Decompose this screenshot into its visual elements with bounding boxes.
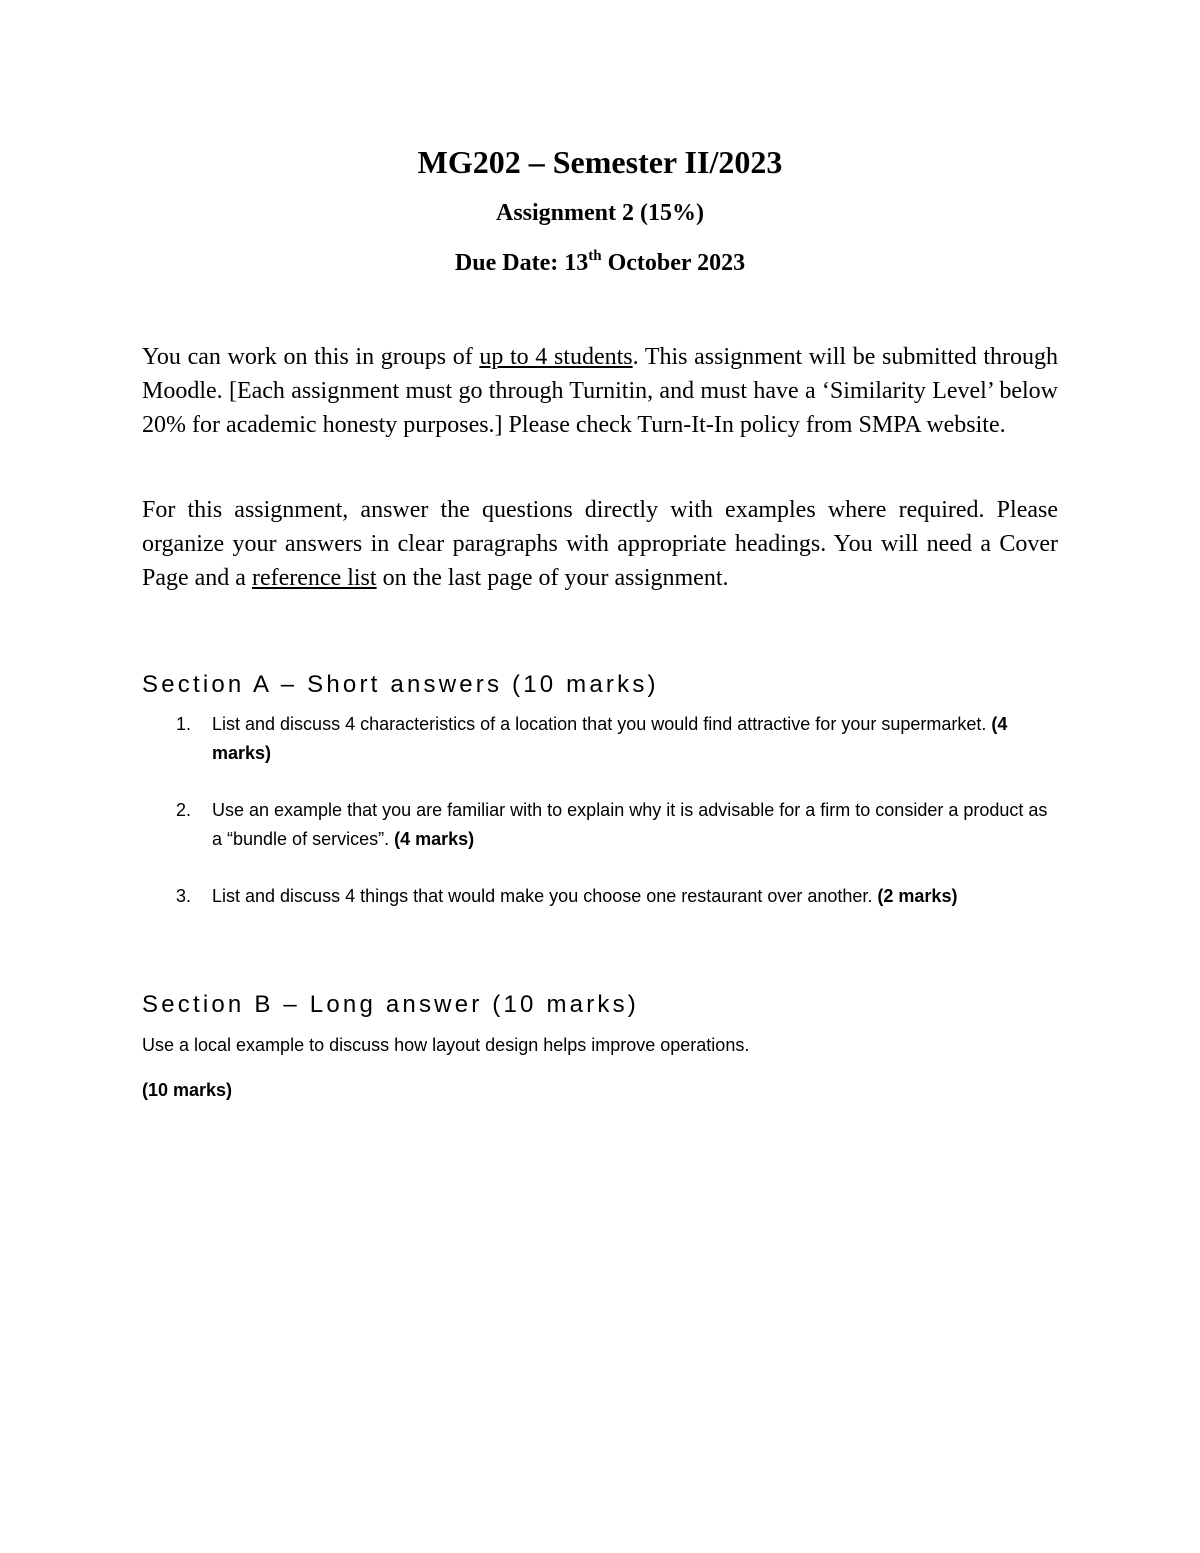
question-number: 1. — [176, 714, 192, 734]
intro-paragraph-1 — [142, 340, 1058, 442]
section-b-question: Use a local example to discuss how layout design helps improve operations. — [142, 1035, 750, 1055]
question-marks: (4 marks) — [212, 714, 1008, 763]
due-date-rest: October 2023 — [601, 250, 746, 276]
question-item — [142, 882, 1062, 911]
reference-list-underlined: reference list — [251, 565, 377, 591]
group-size-underlined: up to 4 students — [479, 344, 633, 370]
document-title: MG202 – Semester II/2023 — [417, 144, 783, 180]
intro-p1-end: . This assignment will be submitted through Moodle. [Each assignment must go through Turnitin, and must have a ‘Similarity Level’ below 20% for academic honesty purposes.] Please check Turn-It-In policy from SMPA website. — [142, 344, 1058, 438]
question-text: Use an example that you are familiar with to explain why it is advisable for a firm to consider a product as a “bundle of services”. — [212, 800, 1048, 849]
question-marks: (4 marks) — [394, 829, 475, 849]
due-date-label: Due Date: 13 — [454, 250, 589, 276]
due-date — [0, 246, 1200, 280]
question-text: List and discuss 4 characteristics of a location that you would find attractive for your supermarket. — [212, 714, 992, 734]
section-a-heading: Section A – Short answers (10 marks) — [142, 671, 659, 698]
question-number: 3. — [176, 886, 192, 906]
intro-p2-end: on the last page of your assignment. — [376, 565, 729, 591]
intro-p2-start: For this assignment, answer the questions directly with examples where required. Please organize your answers in clear paragraphs with appropriate headings. You will need a Cover Page and a — [142, 497, 1058, 591]
section-a-question-list — [142, 710, 1062, 939]
section-b-marks: (10 marks) — [142, 1080, 233, 1100]
section-b-heading: Section B – Long answer (10 marks) — [142, 991, 639, 1018]
due-date-ordinal: th — [588, 248, 602, 264]
question-item — [142, 796, 1062, 854]
intro-p1-start: You can work on this in groups of — [142, 344, 480, 370]
assignment-title: Assignment 2 (15%) — [496, 200, 704, 226]
intro-paragraph-2 — [142, 493, 1058, 595]
question-marks: (2 marks) — [877, 886, 958, 906]
question-item — [142, 710, 1062, 768]
question-number: 2. — [176, 800, 192, 820]
question-text: List and discuss 4 things that would make you choose one restaurant over another. — [212, 886, 878, 906]
